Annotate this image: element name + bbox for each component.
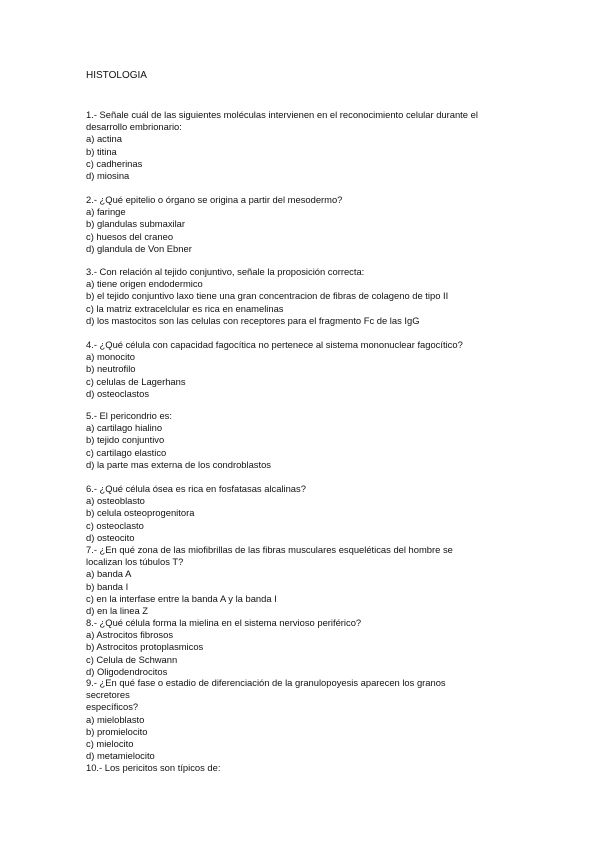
question-text: 5.- El pericondrio es: <box>86 410 172 421</box>
question-10 <box>86 762 526 774</box>
option-a: a) osteoblasto <box>86 495 145 507</box>
question-text: desarrollo embrionario: <box>86 121 182 133</box>
option-c: c) mielocito <box>86 738 134 750</box>
option-d: d) miosina <box>86 170 130 182</box>
option-d: d) osteocito <box>86 531 135 543</box>
question-6 <box>86 483 526 544</box>
option-d: d) Oligodendrocitos <box>86 665 168 677</box>
option-c: c) osteoclasto <box>86 519 144 531</box>
option-a: a) actina <box>86 133 122 145</box>
option-d: d) metamielocito <box>86 750 155 762</box>
question-1 <box>86 109 526 182</box>
option-c: c) la matriz extracelclular es rica en enamelinas <box>86 302 284 314</box>
option-d: d) los mastocitos son las celulas con receptores para el fragmento Fc de las IgG <box>86 314 420 326</box>
question-text: secretores <box>86 689 130 701</box>
option-a: a) banda A <box>86 568 132 580</box>
option-b: b) neutrofilo <box>86 363 136 375</box>
option-b: b) banda I <box>86 580 129 592</box>
option-d: d) en la linea Z <box>86 605 149 617</box>
option-d: d) glandula de Von Ebner <box>86 242 192 254</box>
option-a: a) monocito <box>86 351 135 363</box>
question-text: 8.- ¿Qué célula forma la mielina en el sistema nervioso periférico? <box>86 617 362 628</box>
question-text: 2.- ¿Qué epitelio o órgano se origina a partir del mesodermo? <box>86 194 343 205</box>
question-7 <box>86 544 526 617</box>
option-b: b) Astrocitos protoplasmicos <box>86 641 204 653</box>
document-title: HISTOLOGIA <box>86 70 147 81</box>
option-b: b) titina <box>86 145 117 157</box>
option-b: b) glandulas submaxilar <box>86 218 186 230</box>
option-a: a) mieloblasto <box>86 713 145 725</box>
question-text: específicos? <box>86 701 139 713</box>
option-b: b) promielocito <box>86 725 148 737</box>
question-text: localizan los túbulos T? <box>86 556 184 568</box>
question-text: 10.- Los pericitos son típicos de: <box>86 762 221 773</box>
question-3 <box>86 266 526 327</box>
question-text: 1.- Señale cuál de las siguientes moléculas intervienen en el reconocimiento celular durante el <box>86 109 478 120</box>
question-text: 6.- ¿Qué célula ósea es rica en fosfatasas alcalinas? <box>86 483 306 494</box>
option-c: c) en la interfase entre la banda A y la banda I <box>86 592 277 604</box>
question-text: 7.- ¿En qué zona de las miofibrillas de las fibras musculares esqueléticas del hombre se <box>86 544 453 555</box>
question-text: 3.- Con relación al tejido conjuntivo, señale la proposición correcta: <box>86 266 365 277</box>
option-d: d) la parte mas externa de los condroblastos <box>86 458 271 470</box>
question-9 <box>86 677 526 762</box>
option-c: c) celulas de Lagerhans <box>86 375 186 387</box>
option-d: d) osteoclastos <box>86 387 150 399</box>
question-5 <box>86 410 526 471</box>
option-c: c) cadherinas <box>86 157 143 169</box>
option-a: a) cartilago hialino <box>86 422 163 434</box>
question-2 <box>86 194 526 255</box>
option-b: b) celula osteoprogenitora <box>86 507 195 519</box>
option-c: c) huesos del craneo <box>86 230 174 242</box>
question-text: 4.- ¿Qué célula con capacidad fagocítica no pertenece al sistema mononuclear fagocítico? <box>86 339 463 350</box>
option-a: a) Astrocitos fibrosos <box>86 629 174 641</box>
question-text: 9.- ¿En qué fase o estadio de diferenciación de la granulopoyesis aparecen los granos <box>86 677 446 688</box>
question-4 <box>86 339 526 400</box>
question-8 <box>86 617 526 678</box>
option-b: b) el tejido conjuntivo laxo tiene una gran concentracion de fibras de colageno de tipo II <box>86 290 449 302</box>
option-a: a) tiene origen endodermico <box>86 278 203 290</box>
option-a: a) faringe <box>86 206 126 218</box>
option-c: c) cartilago elastico <box>86 446 167 458</box>
option-b: b) tejido conjuntivo <box>86 434 165 446</box>
option-c: c) Celula de Schwann <box>86 653 178 665</box>
